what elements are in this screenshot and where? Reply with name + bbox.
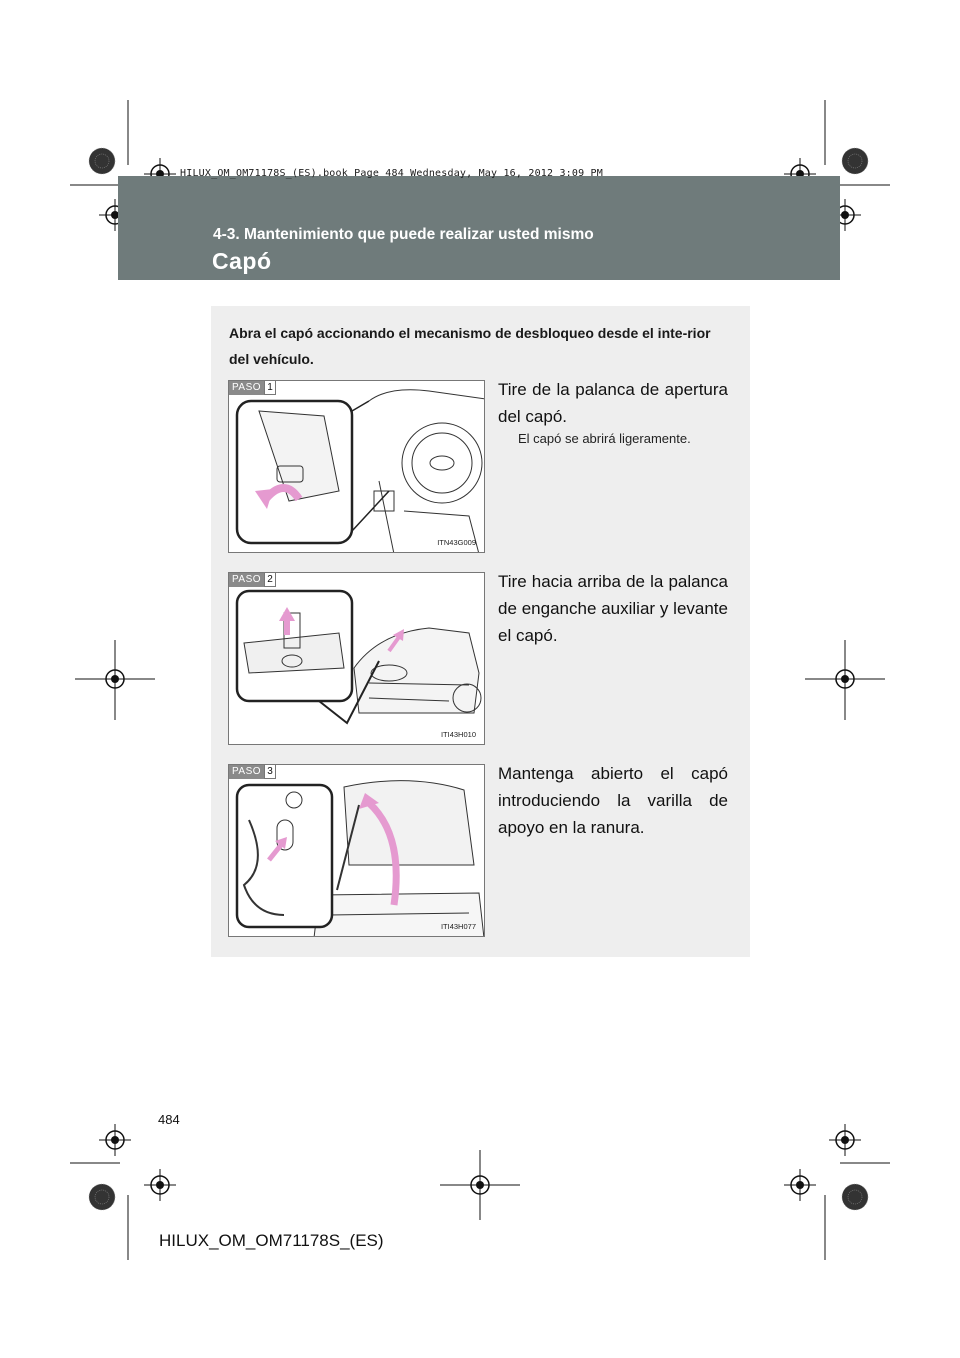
step-badge-label: PASO	[229, 381, 264, 395]
page-number: 484	[158, 1112, 180, 1127]
step-1-figure	[228, 380, 485, 553]
figure-code: ITI43H077	[440, 922, 476, 931]
step-1-text: Tire de la palanca de apertura del capó.	[498, 380, 728, 426]
step-1-badge	[229, 381, 276, 395]
book-info: HILUX_OM_OM71178S_(ES).book Page 484 Wednesday, May 16, 2012 3:09 PM	[180, 168, 603, 179]
footer-doc-id: HILUX_OM_OM71178S_(ES)	[159, 1231, 384, 1250]
step-3-figure	[228, 764, 485, 937]
step-badge-label: PASO	[229, 765, 264, 779]
hood-latch-illustration	[229, 573, 485, 745]
hood-prop-rod-illustration	[229, 765, 485, 937]
section-heading: 4-3. Mantenimiento que puede realizar usted mismo	[213, 226, 594, 243]
page-title: Capó	[212, 248, 272, 274]
step-badge-label: PASO	[229, 573, 264, 587]
step-2-text: Tire hacia arriba de la palanca de enganche auxiliar y levante el capó.	[498, 572, 728, 645]
step-badge-number: 2	[264, 573, 276, 587]
hood-lever-illustration	[229, 381, 485, 553]
step-badge-number: 3	[264, 765, 276, 779]
step-2-figure	[228, 572, 485, 745]
figure-code: ITI43H010	[440, 730, 476, 739]
step-3-text: Mantenga abierto el capó introduciendo la varilla de apoyo en la ranura.	[498, 764, 728, 837]
step-2-badge	[229, 573, 276, 587]
step-1-note: El capó se abrirá ligeramente.	[518, 431, 691, 446]
step-3-badge	[229, 765, 276, 779]
figure-code: ITN43G009	[437, 538, 476, 547]
intro-text: Abra el capó accionando el mecanismo de desbloqueo desde el inte-rior del vehículo.	[229, 325, 711, 367]
step-badge-number: 1	[264, 381, 276, 395]
